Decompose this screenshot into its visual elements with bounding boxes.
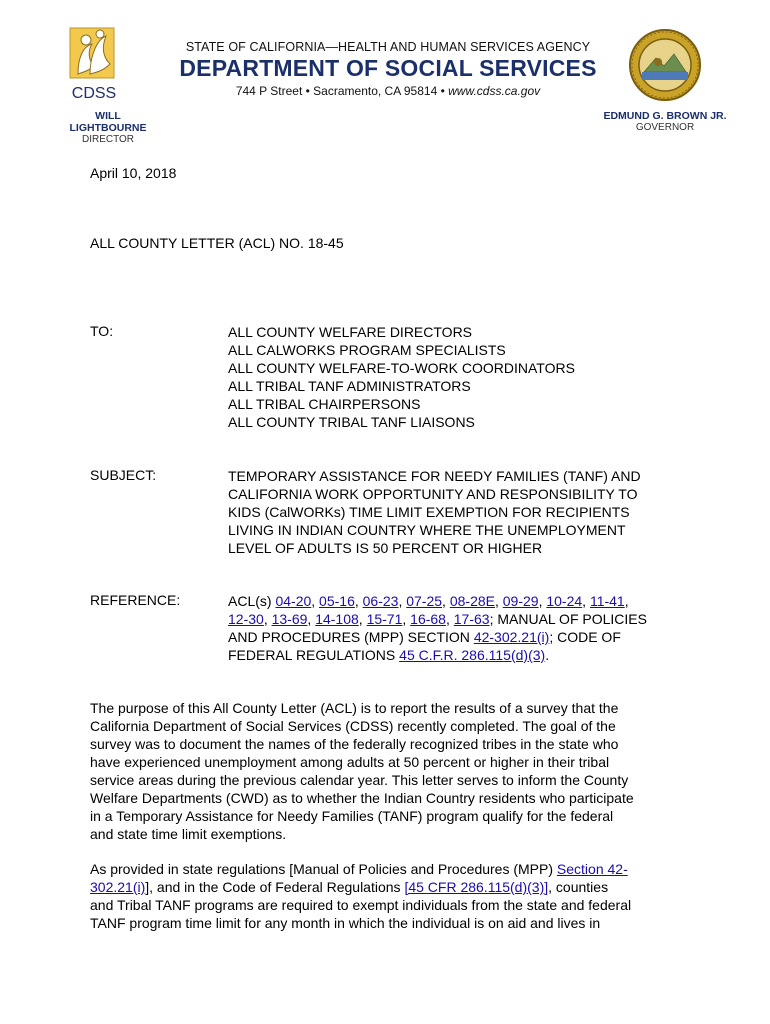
reference-text-part: ; MANUAL OF POLICIES <box>489 611 647 627</box>
subject-line: CALIFORNIA WORK OPPORTUNITY AND RESPONSIBILITY TO <box>228 486 638 502</box>
mpp-section-link[interactable]: 302.21(i) <box>90 879 146 895</box>
reference-text-part: ; CODE OF <box>549 629 621 645</box>
paragraph-line <box>90 878 690 896</box>
acl-link[interactable]: 16-68 <box>410 611 446 627</box>
subject-text <box>228 467 688 557</box>
paragraph-line: have experienced unemployment among adults at 50 percent or higher in their tribal <box>90 754 610 770</box>
paragraph-line: California Department of Social Services (CDSS) recently completed. The goal of the <box>90 718 616 734</box>
agency-name: STATE OF CALIFORNIA—HEALTH AND HUMAN SERVICES AGENCY <box>185 40 591 54</box>
reference-text-part: AND PROCEDURES (MPP) SECTION <box>228 629 474 645</box>
paragraph-line: and state time limit exemptions. <box>90 826 287 842</box>
paragraph-text-part: , counties <box>548 879 609 895</box>
reference-label: REFERENCE: <box>90 592 181 608</box>
department-address <box>178 84 598 98</box>
acl-link[interactable]: 08-28E <box>449 593 495 609</box>
reference-text-part: FEDERAL REGULATIONS <box>228 647 400 663</box>
director-name: WILL LIGHTBOURNE <box>69 110 147 134</box>
website-text: www.cdss.ca.gov <box>448 84 541 98</box>
acl-link[interactable]: 17-63 <box>453 611 490 627</box>
recipient-line: ALL COUNTY WELFARE DIRECTORS <box>228 324 473 340</box>
mpp-link[interactable]: 42-302.21(i) <box>473 629 550 645</box>
paragraph-text-part: ], and in the Code of Federal Regulations <box>145 879 405 895</box>
acl-link[interactable]: 10-24 <box>546 593 583 609</box>
department-name: DEPARTMENT OF SOCIAL SERVICES <box>179 55 597 81</box>
reference-text <box>228 592 688 664</box>
purpose-paragraph <box>90 699 690 843</box>
paragraph-line: in a Temporary Assistance for Needy Families (TANF) program qualify for the federal <box>90 808 614 824</box>
letterhead-header <box>178 40 598 98</box>
acl-link[interactable]: 04-20 <box>275 593 312 609</box>
paragraph-line: TANF program time limit for any month in which the individual is on aid and lives in <box>90 915 601 931</box>
recipient-line: ALL CALWORKS PROGRAM SPECIALISTS <box>228 342 506 358</box>
subject-line: LEVEL OF ADULTS IS 50 PERCENT OR HIGHER <box>228 540 543 556</box>
acl-link[interactable]: 05-16 <box>319 593 355 609</box>
governor-title: GOVERNOR <box>635 122 695 133</box>
cfr-link[interactable]: 45 C.F.R. 286.115(d)(3) <box>399 647 546 663</box>
director-title: DIRECTOR <box>81 134 135 145</box>
acl-number: ALL COUNTY LETTER (ACL) NO. 18-45 <box>90 235 344 251</box>
acl-link[interactable]: 07-25 <box>406 593 443 609</box>
paragraph-line <box>90 860 690 878</box>
acl-link[interactable]: 06-23 <box>362 593 399 609</box>
reference-line-2: 12-30, 13-69, 14-108, 15-71, 16-68, 17-63; MANUAL OF POLICIES <box>228 611 647 627</box>
state-seal-icon <box>628 28 702 102</box>
reference-text-part: . <box>545 647 550 663</box>
letter-date: April 10, 2018 <box>90 165 177 181</box>
director-info <box>58 110 158 145</box>
cdss-logo-icon <box>64 26 124 106</box>
acl-link[interactable]: 12-30 <box>228 611 264 627</box>
recipient-line: ALL COUNTY TRIBAL TANF LIAISONS <box>228 414 475 430</box>
paragraph-line: Welfare Departments (CWD) as to whether the Indian Country residents who participate <box>90 790 634 806</box>
acl-link[interactable]: 09-29 <box>502 593 539 609</box>
governor-name: EDMUND G. BROWN JR. <box>603 110 727 122</box>
svg-text:CDSS: CDSS <box>71 85 117 102</box>
paragraph-line: and Tribal TANF programs are required to exempt individuals from the state and federal <box>90 897 632 913</box>
acl-link[interactable]: 11-41 <box>589 593 625 609</box>
mpp-section-link[interactable]: Section 42- <box>556 861 628 877</box>
reference-line-1: ACL(s) 04-20, 05-16, 06-23, 07-25, 08-28E, 09-29, 10-24, 11-41, <box>228 593 629 609</box>
acl-link[interactable]: 13-69 <box>271 611 308 627</box>
reference-line-4 <box>228 646 688 664</box>
recipient-line: ALL TRIBAL TANF ADMINISTRATORS <box>228 378 471 394</box>
recipient-line: ALL TRIBAL CHAIRPERSONS <box>228 396 421 412</box>
paragraph-line: survey was to document the names of the federally recognized tribes in the state who <box>90 736 619 752</box>
recipient-line: ALL COUNTY WELFARE-TO-WORK COORDINATORS <box>228 360 575 376</box>
paragraph-text-part: As provided in state regulations [Manual of Policies and Procedures (MPP) <box>90 861 557 877</box>
governor-info <box>600 110 730 133</box>
regulations-paragraph <box>90 860 690 932</box>
reference-prefix: ACL(s) <box>228 593 276 609</box>
paragraph-line: service areas during the previous calendar year. This letter serves to inform the County <box>90 772 629 788</box>
to-label: TO: <box>90 323 114 339</box>
subject-line: TEMPORARY ASSISTANCE FOR NEEDY FAMILIES (TANF) AND <box>228 468 641 484</box>
cfr-section-link[interactable]: [45 CFR 286.115(d)(3)] <box>404 879 549 895</box>
subject-line: KIDS (CalWORKs) TIME LIMIT EXEMPTION FOR RECIPIENTS <box>228 504 630 520</box>
address-text: 744 P Street • Sacramento, CA 95814 • <box>235 84 449 98</box>
acl-link[interactable]: 15-71 <box>366 611 403 627</box>
subject-line: LIVING IN INDIAN COUNTRY WHERE THE UNEMPLOYMENT <box>228 522 626 538</box>
reference-line-3 <box>228 628 688 646</box>
to-recipients <box>228 323 688 431</box>
paragraph-line: The purpose of this All County Letter (ACL) is to report the results of a survey that the <box>90 700 619 716</box>
acl-link[interactable]: 14-108 <box>315 611 359 627</box>
cdss-logo <box>64 26 124 106</box>
subject-label: SUBJECT: <box>90 467 157 483</box>
